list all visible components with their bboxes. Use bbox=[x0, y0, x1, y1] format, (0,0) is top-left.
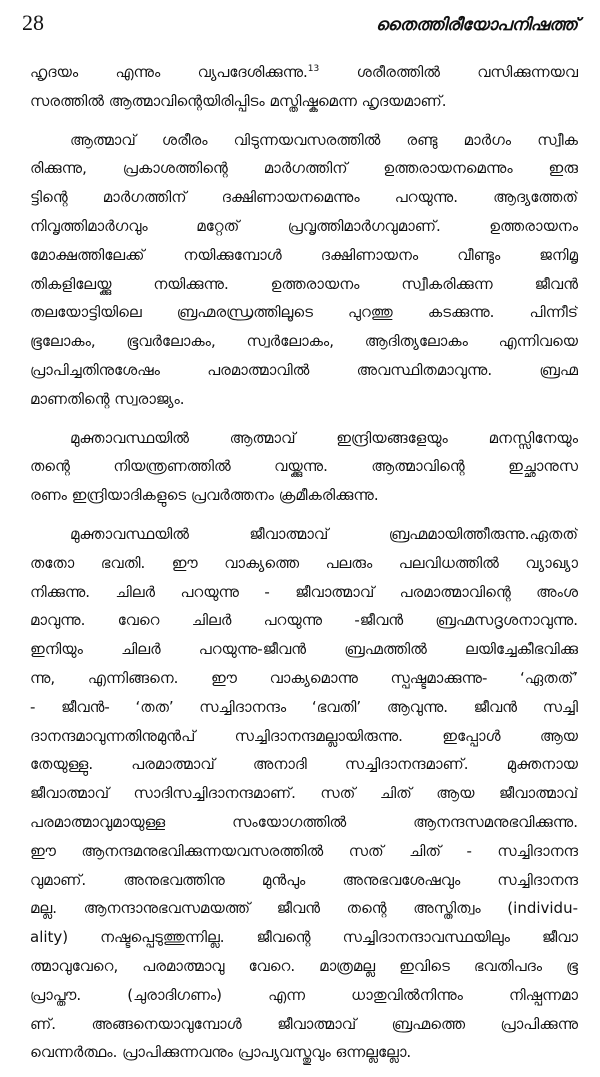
text-line: തികളിലേയ്ക്കു നയിക്കുന്നു. ഉത്തരായനം സ്വീകരിക്കുന്ന ജീവൻ bbox=[30, 274, 578, 293]
text-line: - ജീവൻ- ‘തത’ സച്ചിദാനന്ദം ‘ഭവതി’ ആവുന്നു. ജീവൻ സച്ചി bbox=[30, 697, 578, 716]
text-line: ന്നു, എന്നിങ്ങനെ. ഈ വാക്യമൊന്നു സ്പഷ്ടമാക്കുന്നു- ‘ഏതത്’ bbox=[30, 668, 578, 687]
page-number: 28 bbox=[22, 10, 44, 35]
paragraph bbox=[30, 520, 578, 1067]
text-line: വുമാണ്. അനുഭവത്തിനു മുൻപും അനുഭവശേഷവും സച്ചിദാനന്ദ bbox=[30, 870, 578, 889]
text-line: വെന്നർത്ഥം. പ്രാപിക്കുന്നവനും പ്രാപ്യവസ്തുവും ഒന്നല്ലല്ലോ. bbox=[30, 1043, 412, 1062]
text-line: രണം ഇന്ദ്രിയാദികളുടെ പ്രവർത്തനം ക്രമീകരിക്കുന്നു. bbox=[30, 486, 379, 505]
text-line: ട്ടിന്റെ മാർഗത്തിന് ദക്ഷിണായനമെന്നും പറയുന്നു. ആദ്യത്തേത് bbox=[30, 188, 578, 207]
text-line: ദാനന്ദമാവുന്നതിനുമുൻപ് സച്ചിദാനന്ദമല്ലായിരുന്നു. ഇപ്പോൾ ആയ bbox=[30, 726, 578, 745]
text-line: ത്മാവുവേറെ, പരമാത്മാവു വേറെ. മാത്രമല്ല ഇവിടെ ഭവതിപദം ഭൂ bbox=[30, 956, 578, 975]
text-line: ആത്മാവ് ശരീരം വിടുന്നയവസരത്തിൽ രണ്ടു മാർഗം സ്വീക bbox=[70, 130, 578, 149]
body-text bbox=[30, 58, 578, 1077]
text-line: നിക്കുന്നു. ചിലർ പറയുന്നു - ജീവാത്മാവ് പരമാത്മാവിന്റെ അംശ bbox=[30, 582, 578, 601]
text-line: ജീവാത്മാവ് സാദിസച്ചിദാനന്ദമാണ്. സത് ചിത് ആയ ജീവാത്മാവ് bbox=[30, 784, 578, 803]
text-line: പ്രാപ്തൗ. (ചുരാദിഗണം) എന്ന ധാതുവിൽനിന്നും നിഷ്പന്നമാ bbox=[30, 985, 578, 1004]
text-line: മാവുന്നു. വേറെ ചിലർ പറയുന്നു -ജീവൻ ബ്രഹ്മസദൃശനാവുന്നു. bbox=[30, 611, 578, 630]
text-line: ality) നഷ്ടപ്പെടുത്തുന്നില്ല. ജീവന്റെ സച്ചിദാനന്ദാവസ്ഥയിലും ജീവാ bbox=[30, 928, 578, 947]
text-line: തേയുള്ളു. പരമാത്മാവ് അനാദി സച്ചിദാനന്ദമാണ്. മുക്തനായ bbox=[30, 755, 578, 774]
text-line: രിക്കുന്നു, പ്രകാശത്തിന്റെ മാർഗത്തിന് ഉത്തരായനമെന്നും ഇരു bbox=[30, 159, 578, 178]
text-line: ഈ ആനന്ദമനുഭവിക്കുന്നയവസരത്തിൽ സത് ചിത് - സച്ചിദാനന്ദ bbox=[30, 841, 578, 860]
text-line: നിവൃത്തിമാർഗവും മറ്റേത് പ്രവൃത്തിമാർഗവുമാണ്. ഉത്തരായനം bbox=[30, 216, 578, 235]
text-line: ണ്. അങ്ങനെയാവുമ്പോൾ ജീവാത്മാവ് ബ്രഹ്മത്തെ പ്രാപിക്കുന്നു bbox=[30, 1014, 578, 1033]
text-line: മോക്ഷത്തിലേക്ക് നയിക്കുമ്പോൾ ദക്ഷിണായനം വീണ്ടും ജനിമൃ bbox=[30, 245, 578, 264]
text-line: ഇനിയും ചിലർ പറയുന്നു-ജീവൻ ബ്രഹ്മത്തിൽ ലയിച്ചേകീഭവിക്കു bbox=[30, 640, 578, 659]
text-line: മാണതിന്റെ സ്വരാജ്യം. bbox=[30, 389, 185, 408]
page-header bbox=[22, 10, 578, 40]
text-line: പ്രാപിച്ചതിനുശേഷം പരമാത്മാവിൽ അവസ്ഥിതമാവുന്നു. ബ്രഹ്മ bbox=[30, 360, 578, 379]
running-title: തൈത്തിരീയോപനിഷത്ത് bbox=[375, 15, 578, 35]
paragraph bbox=[30, 58, 578, 116]
text-line: തതോ ഭവതി. ഈ വാക്യത്തെ പലരും പലവിധത്തിൽ വ്യാഖ്യാ bbox=[30, 553, 578, 572]
text-line-continuation: ശരീരത്തിൽ വസിക്കുന്നയവ bbox=[356, 63, 578, 81]
text-line: പരമാത്മാവുമായുള്ള സംയോഗത്തിൽ ആനന്ദസമനുഭവിക്കുന്നു. bbox=[30, 812, 578, 831]
text-line: മല്ല. ആനന്ദാനുഭവസമയത്ത് ജീവൻ തന്റെ അസ്തിത്വം (individu- bbox=[30, 899, 578, 918]
text-line: സരത്തിൽ ആത്മാവിന്റെയിരിപ്പിടം മസ്തിഷ്കമെന്ന ഹൃദയമാണ്. bbox=[30, 91, 447, 110]
text-line: ഹൃദയം എന്നും വ്യപദേശിക്കുന്നു.$^{13}$ ശരീരത്തിൽ വസിക്കുന്നയവ bbox=[30, 63, 578, 81]
paragraph bbox=[30, 424, 578, 510]
text-line: ഭൂലോകം, ഭൂവർലോകം, സ്വർലോകം, ആദിത്യലോകം എന്നിവയെ bbox=[30, 332, 578, 351]
text-line: തലയോട്ടിയിലെ ബ്രഹ്മരന്ധ്രത്തിലൂടെ പുറത്തു കടക്കുന്നു. പിന്നീട് bbox=[30, 303, 578, 322]
text-line: മുക്താവസ്ഥയിൽ ആത്മാവ് ഇന്ദ്രിയങ്ങളേയും മനസ്സിനേയും bbox=[70, 428, 578, 447]
paragraph bbox=[30, 126, 578, 414]
text-line: മുക്താവസ്ഥയിൽ ജീവാത്മാവ് ബ്രഹ്മമായിത്തീരുന്നു.ഏതത് bbox=[70, 524, 578, 543]
footnote-marker: 13 bbox=[307, 64, 320, 74]
text-line: തന്റെ നിയന്ത്രണത്തിൽ വയ്ക്കുന്നു. ആത്മാവിന്റെ ഇച്ഛാനുസ bbox=[30, 457, 578, 476]
